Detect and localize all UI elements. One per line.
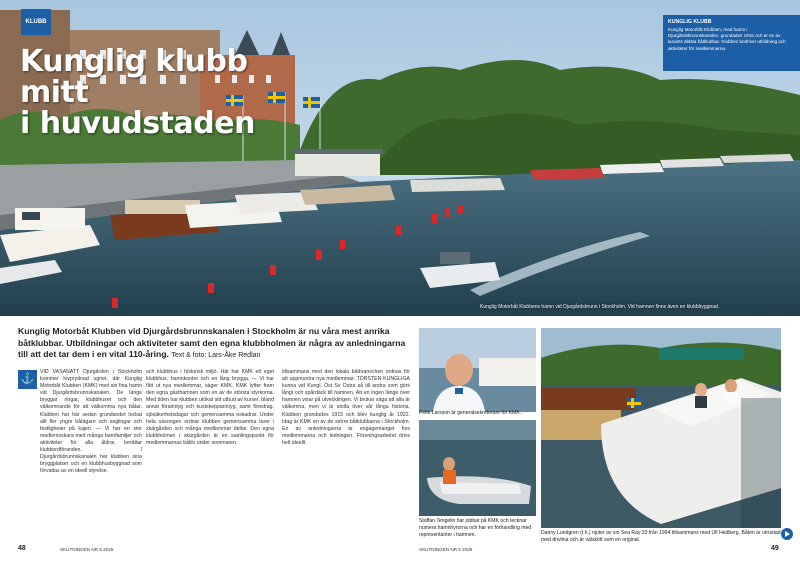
portrait-photo	[419, 328, 536, 412]
body-column-2	[146, 369, 274, 549]
body-text-2: och klubbhus i historisk miljö. Här har KMK ett eget klubbhus, hamnkontor och en lång brygga. — Vi har fått ut nya medlemmar, säger KMK. KMK lyfter fram den egna gästhamnen som en av de största styrkorna. Med tiden har klubben utökat sitt utbud av kurser, bland annat förarintyg och kustskepparintyg, samt föredrag, sjösäkerhetsdagar och gemensamma eskadrar. Under hela säsongen ordnar klubben gemensamma turer i skärgården och många medlemmar deltar. Den egna klubbholmen i skärgården är en samlingspunkt för medlemmarnas båtliv under sommaren.	[146, 369, 274, 446]
footer-right: SKUTNINGEN NR 5 2025	[419, 547, 473, 552]
rib-caption: Staffan Tengelin har jobbat på KMK och tecknar numera hamnhyrorna och har en förhandling med representanter i hamnen.	[419, 518, 532, 538]
page-title	[20, 46, 320, 139]
anchor-icon: ⚓	[18, 370, 37, 389]
fact-box-body: Kunglig Motorbåt Klubben, med hamn i Djurgårdsbrunnskanalen, grundades 1915 och är en av landets äldsta båtklubbar. Klubben bedriver utbildning och aktiviteter för medlemmarna.	[668, 27, 786, 51]
byline: Text & foto: Lars-Åke Redlan	[171, 352, 261, 359]
ingress-text: Kunglig Motorbåt Klubben vid Djurgårdsbrunnskanalen i Stockholm är nu våra mest anrika båtklubbar. Utbildningar och aktiviteter samt den egna klubbholmen är några av anledningarna till att det tar dem i en vital 110-åring.	[18, 326, 406, 359]
fact-box	[663, 15, 800, 71]
body-column-3	[282, 369, 410, 549]
body-column-1	[40, 369, 142, 549]
motorboat-caption: Danny Lundgren (t.h.) njuter av sin Sea Ray 33 från 1994 tillsammans med Ulf Hedberg. Båten är utrustad med drivlina och är välskött som en original.	[541, 530, 781, 543]
ingress	[18, 326, 410, 362]
footer-left: SKUTNINGEN NR 5 2025	[60, 547, 114, 552]
rib-photo	[419, 420, 536, 516]
arrow-right-icon	[781, 528, 793, 540]
page-number-left: 48	[18, 545, 26, 552]
body-text-3: tillsammans med den lokala båtbranschen ordnas för att uppmuntra nya medlemmar. TORSTEN KUNGLIGA kunna vid Kungl. Öst Sv Ostra så till andra som görs långt och spårdäck till hamnen. Att en ingen länge över hamnen visar på utvecklingen. Vi brukar säga att alla är välkomna, men vi är stolta över vår långa historia. Klubben grundades 1915 och blev kunglig år 1922. Idag är KMK en av de större båtklubbarna i Stockholm. En av anledningarna är engagemanget hos medlemmarna och ledningen. Föreningsarbetet drivs helt ideellt.	[282, 369, 410, 446]
page-title-line-1: Kunglig klubb mitt	[20, 44, 248, 110]
section-tag: KLUBB	[21, 9, 51, 35]
page-number-right: 49	[771, 545, 779, 552]
body-text-1: VID VASANATT Djurgården i Stockholm kommer lovprydnad ugnet, där Kunglig Motorbåt Klubben (KMK) med sin fina hamn vid Djurgårdsbrunnskanalen. De länge bryggar ringar, klubbhuset och den välkomnande för att välkomma nya båtar. Klubben har här sedan grundandet lockat allt fler yngre båtägare och seglingar och festligheter på kajen. — Vi har en stor medlemsskara med många barnfamiljer och aktiviteter för alla åldrar, berättar klubbordföranden. I Djurgårdsbrunnskanalen har klubben sina bryggplatser och en klubbhusbyggnad som förvaltas av en ideell styrelse.	[40, 369, 142, 475]
motorboat-photo	[541, 328, 781, 528]
fact-box-title: KUNGLIG KLUBB	[668, 19, 712, 25]
portrait-caption: Pelle Larsson är generalsekreterare för KMK.	[419, 410, 522, 416]
page-title-line-2: i huvudstaden	[20, 106, 255, 141]
hero-caption: Kunglig Motorbåt Klubbens hamn vid Djurgårdsbrunn i Stockholm. Vid hamnen finns även en klubbbyggnad.	[480, 304, 720, 310]
